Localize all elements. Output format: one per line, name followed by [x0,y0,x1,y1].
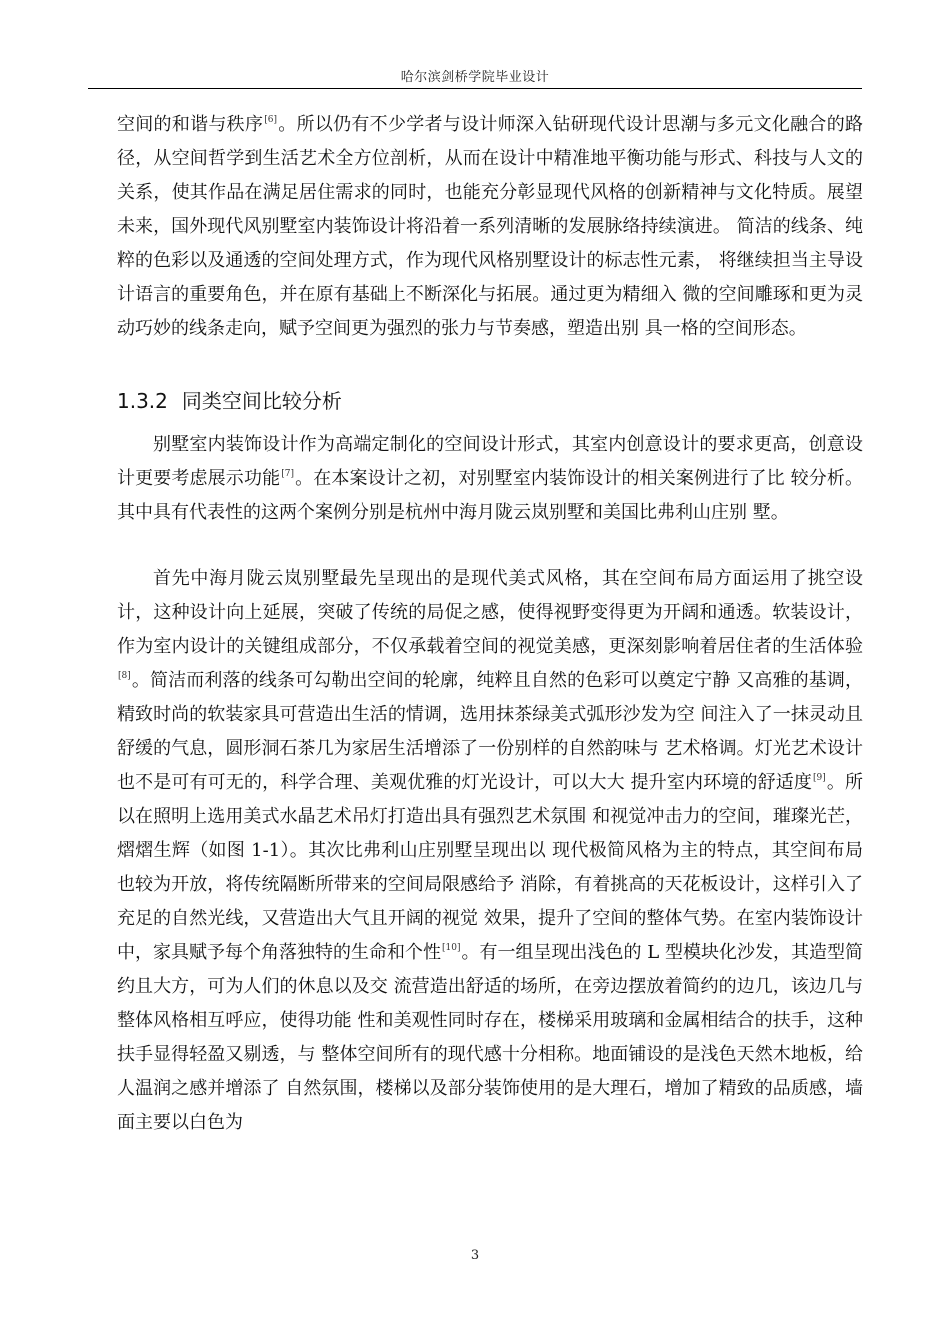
citation-7: [7] [281,469,294,479]
section-number: 1.3.2 [117,389,168,413]
paragraph-3-text-d: 。有一组呈现出浅色的 L 型模块化沙发，其造型简约且大方，可为人们的休息以及交 流营造出舒适的场所，在旁边摆放着简约的边几，该边几与整体风格相互呼应，使得功能 性和美观性同时存在，楼梯采用玻璃和金属相结合的扶手，这种扶手显得轻盈又剔透，与 整体空间所有的现代感十分相称。地面铺设的是浅色天然木地板，给人温润之感并增添了 自然氛围，楼梯以及部分装饰使用的是大理石，增加了精致的品质感，墙面主要以白色为 [117,942,863,1133]
section-title: 同类空间比较分析 [181,389,342,413]
paragraph-3-text-a: 首先中海月陇云岚别墅最先呈现出的是现代美式风格，其在空间布局方面运用了挑空设计，这种设计向上延展，突破了传统的局促之感，使得视野变得更为开阔和通透。软装设计，作为室内设计的关键组成部分，不仅承载着空间的视觉美感，更深刻影响着居住者的生活体验 [117,568,863,657]
page-number: 3 [470,1248,480,1263]
paragraph-2 [117,428,863,530]
paragraph-3 [117,562,863,1140]
citation-8: [8] [118,671,131,681]
paragraph-3-text-c: 。所以在照明上选用美式水晶艺术吊灯打造出具有强烈艺术氛围 和视觉冲击力的空间，璀璨光芒，熠熠生辉（如图 1-1）。其次比弗利山庄别墅呈现出以 现代极简风格为主的特点，其空间布局也较为开放，将传统隔断所带来的空间局限感给予 消除，有着挑高的天花板设计，这样引入了充足的自然光线，又营造出大气且开阔的视觉 效果，提升了空间的整体气势。在室内装饰设计中，家具赋予每个角落独特的生命和个性 [117,772,864,963]
paragraph-1 [117,108,863,346]
citation-6: [6] [264,115,277,125]
paragraph-2-text-b: 。在本案设计之初，对别墅室内装饰设计的相关案例进行了比 较分析。其中具有代表性的这两个案例分别是杭州中海月陇云岚别墅和美国比弗利山庄别 墅。 [117,468,864,523]
paragraph-1-text-b: 。所以仍有不少学者与设计师深入钻研现代设计思潮与多元文化融合的路径，从空间哲学到生活艺术全方位剖析，从而在设计中精准地平衡功能与形式、科技与人文的关系，使其作品在满足居住需求的同时，也能充分彰显现代风格的创新精神与文化特质。展望未来，国外现代风别墅室内装饰设计将沿着一系列清晰的发展脉络持续演进。 简洁的线条、纯粹的色彩以及通透的空间处理方式，作为现代风格别墅设计的标志性元素， 将继续担当主导设计语言的重要角色，并在原有基础上不断深化与拓展。通过更为精细入 微的空间雕琢和更为灵动巧妙的线条走向，赋予空间更为强烈的张力与节奏感，塑造出别 具一格的空间形态。 [117,114,863,339]
paragraph-2-text-a: 别墅室内装饰设计作为高端定制化的空间设计形式，其室内创意设计的要求更高，创意设计更要考虑展示功能 [117,434,863,489]
citation-10: [10] [442,943,461,953]
paragraph-1-text-a: 空间的和谐与秩序 [117,114,264,135]
page-header-title: 哈尔滨剑桥学院毕业设计 [400,70,550,85]
header-divider [88,88,862,89]
paragraph-3-text-b: 。简洁而利落的线条可勾勒出空间的轮廓，纯粹且自然的色彩可以奠定宁静 又高雅的基调，精致时尚的软装家具可营造出生活的情调，选用抹茶绿美式弧形沙发为空 间注入了一抹灵动且舒缓的气息，圆形洞石茶几为家居生活增添了一份别样的自然韵味与 艺术格调。灯光艺术设计也不是可有可无的，科学合理、美观优雅的灯光设计，可以大大 提升室内环境的舒适度 [117,670,863,793]
citation-9: [9] [812,773,826,783]
section-heading [117,386,342,416]
